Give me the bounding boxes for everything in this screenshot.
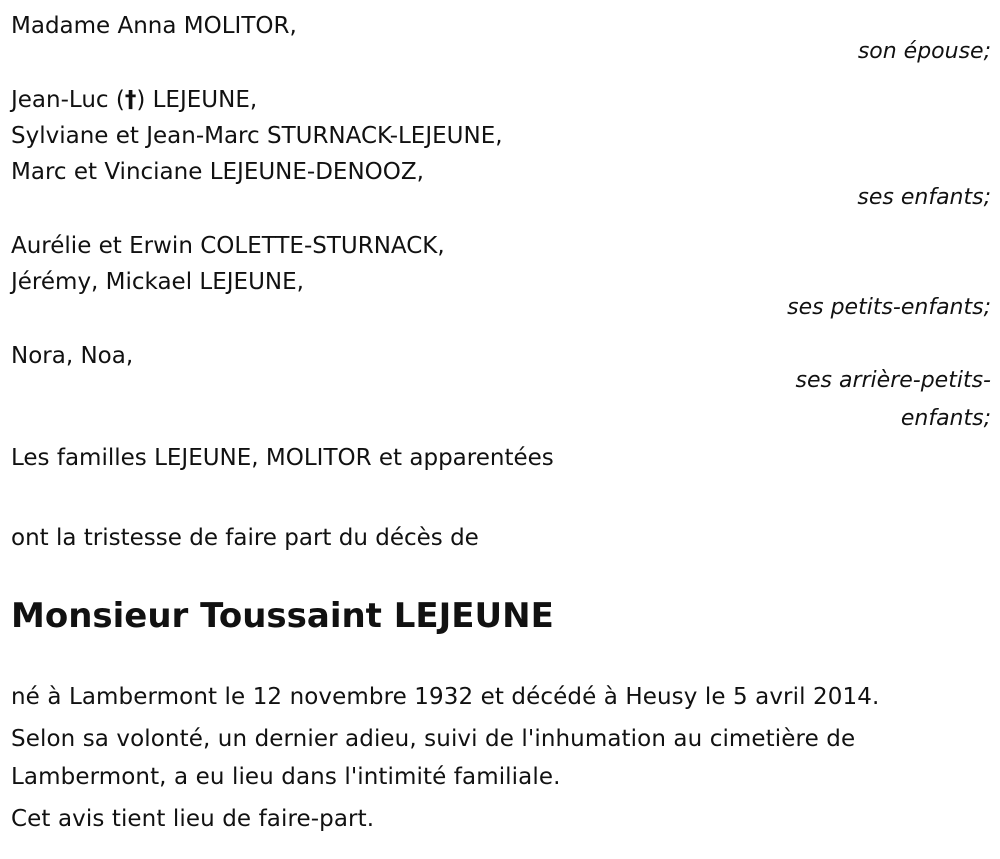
- great-grandchild-names: Nora, Noa,: [11, 343, 134, 369]
- child-name-1: [11, 82, 991, 118]
- obituary-notice: [11, 8, 991, 838]
- families-line: Les familles LEJEUNE, MOLITOR et apparentées: [11, 445, 554, 471]
- announcement-line: ont la tristesse de faire part du décès de: [11, 525, 479, 551]
- child-name-3: Marc et Vinciane LEJEUNE-DENOOZ,: [11, 159, 424, 185]
- child-name-2: Sylviane et Jean-Marc STURNACK-LEJEUNE,: [11, 123, 503, 149]
- spouse-section: [11, 8, 991, 70]
- great-grandchildren-role-line-1: ses arrière-petits-: [795, 368, 991, 393]
- grandchildren-section: [11, 228, 991, 326]
- children-section: [11, 82, 991, 216]
- grandchildren-role: ses petits-enfants;: [787, 295, 991, 320]
- children-role: ses enfants;: [857, 185, 991, 210]
- child-name-1-suffix: ) LEJEUNE,: [136, 87, 258, 113]
- grandchild-name-1: Aurélie et Erwin COLETTE-STURNACK,: [11, 233, 445, 259]
- funeral-paragraph: Selon sa volonté, un dernier adieu, suivi de l'inhumation au cimetière de Lambermont, a eu lieu dans l'intimité familiale.: [11, 726, 856, 790]
- great-grandchildren-role-line-2: enfants;: [900, 406, 991, 431]
- cross-icon: †: [124, 87, 137, 113]
- spouse-name: Madame Anna MOLITOR,: [11, 13, 297, 39]
- great-grandchildren-role: [731, 362, 991, 438]
- closing-paragraph: Cet avis tient lieu de faire-part.: [11, 806, 375, 832]
- great-grandchildren-section: [11, 338, 991, 438]
- grandchild-name-2: Jérémy, Mickael LEJEUNE,: [11, 269, 304, 295]
- birth-death-paragraph: né à Lambermont le 12 novembre 1932 et décédé à Heusy le 5 avril 2014.: [11, 684, 880, 710]
- spouse-role: son épouse;: [857, 39, 991, 64]
- deceased-name: Monsieur Toussaint LEJEUNE: [11, 596, 554, 636]
- child-name-1-prefix: Jean-Luc (: [11, 87, 125, 113]
